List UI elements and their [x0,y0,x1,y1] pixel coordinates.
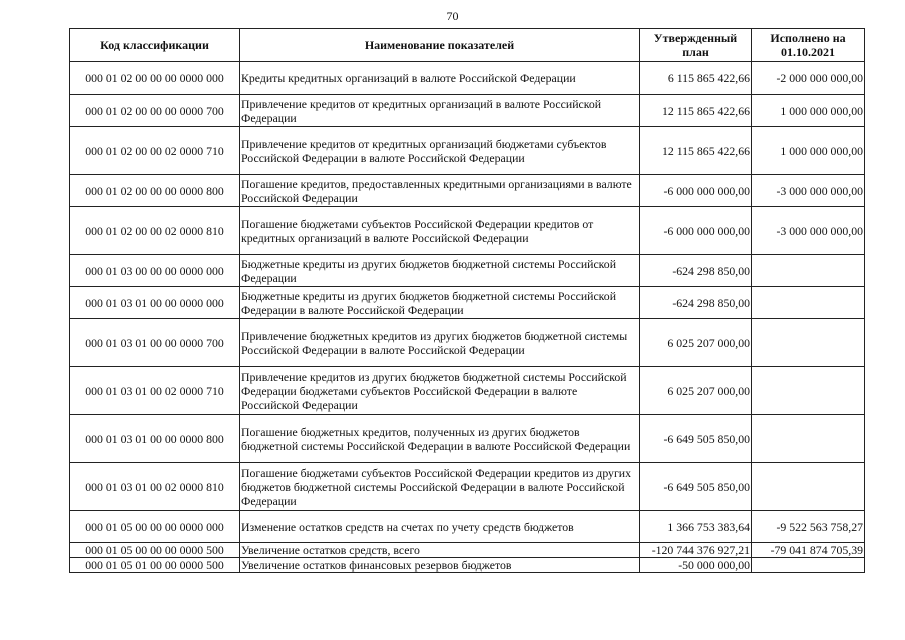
table-row [70,511,865,543]
table-row [70,463,865,511]
indicator-name: Привлечение бюджетных кредитов из других бюджетов бюджетной системы Российской Федерации в валюте Российской Федерации [240,319,640,367]
page-number: 70 [446,9,459,23]
sources-of-financing-table [69,28,865,573]
table-row [70,95,865,127]
executed-value [752,367,865,415]
approved-plan-value: 6 025 207 000,00 [640,319,752,367]
approved-plan-value: 6 115 865 422,66 [640,62,752,95]
classification-code: 000 01 05 00 00 00 0000 000 [70,511,240,543]
table-row [70,319,865,367]
executed-value [752,319,865,367]
header-name [240,29,640,62]
indicator-name: Увеличение остатков финансовых резервов бюджетов [240,558,640,573]
table-row [70,287,865,319]
classification-code: 000 01 02 00 00 02 0000 710 [70,127,240,175]
approved-plan-value: -624 298 850,00 [640,255,752,287]
classification-code: 000 01 03 01 00 02 0000 710 [70,367,240,415]
approved-plan-value: 1 366 753 383,64 [640,511,752,543]
header-plan [640,29,752,62]
table-row [70,558,865,573]
executed-value: -2 000 000 000,00 [752,62,865,95]
header-code [70,29,240,62]
approved-plan-value: 6 025 207 000,00 [640,367,752,415]
indicator-name: Бюджетные кредиты из других бюджетов бюджетной системы Российской Федерации в валюте Российской Федерации [240,287,640,319]
header-code-label: Код классификации [100,38,209,52]
classification-code: 000 01 02 00 00 00 0000 000 [70,62,240,95]
approved-plan-value: -120 744 376 927,21 [640,543,752,558]
header-plan-line2: план [682,45,709,59]
header-name-label: Наименование показателей [364,38,515,52]
indicator-name: Бюджетные кредиты из других бюджетов бюджетной системы Российской Федерации [240,255,640,287]
classification-code: 000 01 02 00 00 00 0000 700 [70,95,240,127]
header-plan-line1: Утвержденный [653,31,738,45]
classification-code: 000 01 03 01 00 00 0000 000 [70,287,240,319]
table-row [70,175,865,207]
approved-plan-value: -624 298 850,00 [640,287,752,319]
table-row [70,255,865,287]
indicator-name: Привлечение кредитов от кредитных организаций бюджетами субъектов Российской Федерации в валюте Российской Федерации [240,127,640,175]
executed-value [752,558,865,573]
indicator-name: Погашение бюджетами субъектов Российской Федерации кредитов из других бюджетов бюджетной системы Российской Федерации в валюте Российской Федерации [240,463,640,511]
header-done [752,29,865,62]
classification-code: 000 01 03 00 00 00 0000 000 [70,255,240,287]
table-row [70,127,865,175]
indicator-name: Погашение кредитов, предоставленных кредитными организациями в валюте Российской Федерации [240,175,640,207]
approved-plan-value: 12 115 865 422,66 [640,95,752,127]
executed-value [752,415,865,463]
classification-code: 000 01 03 01 00 00 0000 800 [70,415,240,463]
header-row [70,29,865,62]
table-row [70,415,865,463]
approved-plan-value: -6 000 000 000,00 [640,175,752,207]
table-row [70,62,865,95]
executed-value [752,463,865,511]
executed-value [752,255,865,287]
executed-value: -9 522 563 758,27 [752,511,865,543]
classification-code: 000 01 03 01 00 00 0000 700 [70,319,240,367]
executed-value: -3 000 000 000,00 [752,175,865,207]
indicator-name: Погашение бюджетами субъектов Российской Федерации кредитов от кредитных организаций в валюте Российской Федерации [240,207,640,255]
classification-code: 000 01 05 00 00 00 0000 500 [70,543,240,558]
indicator-name: Привлечение кредитов из других бюджетов бюджетной системы Российской Федерации бюджетами субъектов Российской Федерации в валюте Российской Федерации [240,367,640,415]
header-done-line2: 01.10.2021 [781,45,835,59]
table-row [70,207,865,255]
executed-value: 1 000 000 000,00 [752,127,865,175]
classification-code: 000 01 03 01 00 02 0000 810 [70,463,240,511]
executed-value: -3 000 000 000,00 [752,207,865,255]
classification-code: 000 01 02 00 00 02 0000 810 [70,207,240,255]
approved-plan-value: -6 649 505 850,00 [640,415,752,463]
table-row [70,367,865,415]
table-row [70,543,865,558]
indicator-name: Изменение остатков средств на счетах по учету средств бюджетов [240,511,640,543]
approved-plan-value: 12 115 865 422,66 [640,127,752,175]
classification-code: 000 01 02 00 00 00 0000 800 [70,175,240,207]
indicator-name: Кредиты кредитных организаций в валюте Российской Федерации [240,62,640,95]
approved-plan-value: -6 649 505 850,00 [640,463,752,511]
indicator-name: Погашение бюджетных кредитов, полученных из других бюджетов бюджетной системы Российской Федерации в валюте Российской Федерации [240,415,640,463]
header-done-line1: Исполнено на [770,31,846,45]
approved-plan-value: -50 000 000,00 [640,558,752,573]
approved-plan-value: -6 000 000 000,00 [640,207,752,255]
classification-code: 000 01 05 01 00 00 0000 500 [70,558,240,573]
executed-value: -79 041 874 705,39 [752,543,865,558]
indicator-name: Увеличение остатков средств, всего [240,543,640,558]
indicator-name: Привлечение кредитов от кредитных организаций в валюте Российской Федерации [240,95,640,127]
executed-value: 1 000 000 000,00 [752,95,865,127]
executed-value [752,287,865,319]
